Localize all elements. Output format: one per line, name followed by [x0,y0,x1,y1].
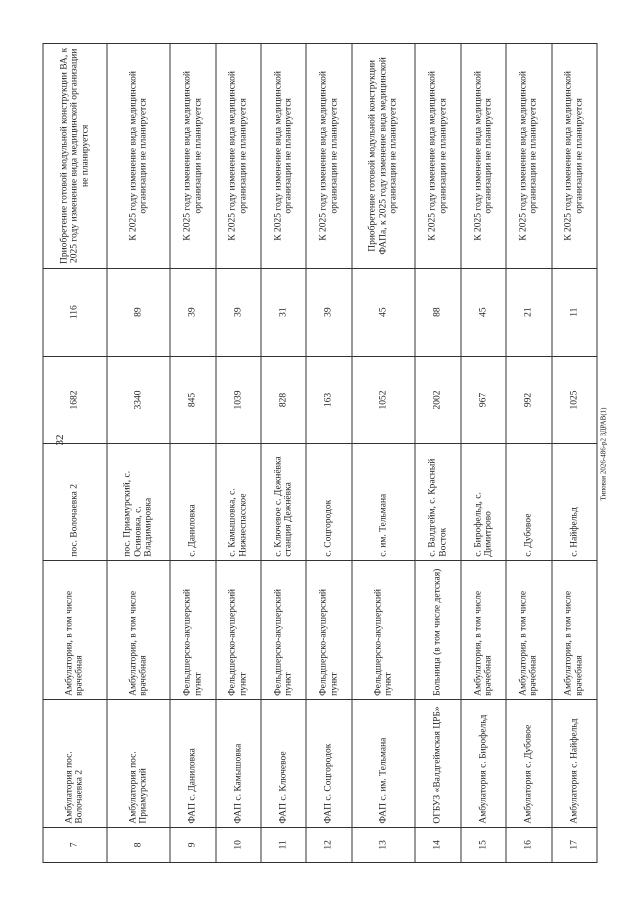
cell-num: 15 [461,827,506,862]
cell-count: 21 [506,268,551,356]
cell-loc: с. Бирофельд, с. Димитрово [461,443,506,559]
facilities-table [43,43,598,863]
cell-type: Фельдшерско-акушерский пункт [170,560,215,699]
cell-pop: 2002 [415,356,460,444]
cell-loc: с. Даниловка [170,443,215,559]
cell-num: 9 [170,827,215,862]
table-rotated-wrapper [43,43,598,863]
cell-note: Приобретение готовой модульной конструкции ФАПа, к 2025 году изменение вида медицинской организации не планируется [352,43,416,268]
cell-num: 12 [306,827,351,862]
cell-pop: 828 [261,356,306,444]
cell-count: 45 [461,268,506,356]
table-row [506,43,551,862]
cell-count: 31 [261,268,306,356]
cell-type: Амбулатория, в том числе врачебная [461,560,506,699]
footer-code: Типовая 2026-486-р2 ЗДРАВ(1) [599,407,608,501]
cell-num: 13 [352,827,416,862]
cell-count: 39 [306,268,351,356]
cell-count: 89 [107,268,171,356]
cell-pop: 845 [170,356,215,444]
cell-loc: с. им. Тельмана [352,443,416,559]
cell-count: 11 [552,268,597,356]
cell-type: Амбулатория, в том числе врачебная [43,560,107,699]
cell-pop: 992 [506,356,551,444]
table-row [352,43,416,862]
cell-type: Больница (в том числе детская) [415,560,460,699]
table-row [461,43,506,862]
cell-pop: 1052 [352,356,416,444]
cell-note: К 2025 году изменение вида медицинской организации не планируется [552,43,597,268]
table-row [415,43,460,862]
cell-type: Фельдшерско-акушерский пункт [306,560,351,699]
cell-note: К 2025 году изменение вида медицинской организации не планируется [415,43,460,268]
cell-type: Фельдшерско-акушерский пункт [261,560,306,699]
cell-note: К 2025 году изменение вида медицинской организации не планируется [461,43,506,268]
cell-loc: с. Дубовое [506,443,551,559]
cell-num: 14 [415,827,460,862]
table-row [306,43,351,862]
cell-pop: 1682 [43,356,107,444]
cell-loc: с. Найфельд [552,443,597,559]
cell-count: 39 [216,268,261,356]
cell-loc: пос. Приамурский, с. Осиновка, с. Владимировка [107,443,171,559]
cell-name: ФАП с. Ключевое [261,699,306,827]
cell-pop: 3340 [107,356,171,444]
cell-count: 45 [352,268,416,356]
cell-num: 7 [43,827,107,862]
cell-count: 116 [43,268,107,356]
cell-num: 16 [506,827,551,862]
cell-count: 39 [170,268,215,356]
cell-name: ФАП с. Камышовка [216,699,261,827]
cell-note: К 2025 году изменение вида медицинской организации не планируется [216,43,261,268]
cell-name: ФАП с. Соцгородок [306,699,351,827]
cell-name: Амбулатория с. Дубовое [506,699,551,827]
cell-note: К 2025 году изменение вида медицинской организации не планируется [107,43,171,268]
cell-name: Амбулатория с. Найфельд [552,699,597,827]
table-row [43,43,107,862]
table-row [170,43,215,862]
cell-name: Амбулатория пос. Приамурский [107,699,171,827]
cell-loc: пос. Волочаевка 2 [43,443,107,559]
cell-type: Фельдшерско-акушерский пункт [352,560,416,699]
cell-loc: с. Ключевое с. Дежнёвка станция Дежнёвка [261,443,306,559]
cell-num: 11 [261,827,306,862]
cell-note: К 2025 году изменение вида медицинской организации не планируется [170,43,215,268]
cell-type: Амбулатория, в том числе врачебная [107,560,171,699]
cell-pop: 163 [306,356,351,444]
cell-pop: 1039 [216,356,261,444]
cell-note: К 2025 году изменение вида медицинской организации не планируется [306,43,351,268]
cell-type: Амбулатория, в том числе врачебная [552,560,597,699]
cell-type: Амбулатория, в том числе врачебная [506,560,551,699]
cell-name: ОГБУЗ «Валдгеймская ЦРБ» [415,699,460,827]
cell-loc: с. Камышовка, с. Нижнеспасское [216,443,261,559]
cell-note: Приобретение готовой модульной конструкции ВА, к 2025 году изменение вида медицинской организации не планируется [43,43,107,268]
cell-name: Амбулатория пос. Волочаевка 2 [43,699,107,827]
cell-name: ФАП с. им. Тельмана [352,699,416,827]
cell-count: 88 [415,268,460,356]
cell-num: 10 [216,827,261,862]
table-row [216,43,261,862]
cell-loc: с. Валдгейм, с. Красный Восток [415,443,460,559]
table-row [107,43,171,862]
table-row [552,43,597,862]
page-number: 32 [54,434,66,446]
cell-pop: 967 [461,356,506,444]
cell-pop: 1025 [552,356,597,444]
cell-num: 8 [107,827,171,862]
cell-type: Фельдшерско-акушерский пункт [216,560,261,699]
cell-note: К 2025 году изменение вида медицинской организации не планируется [506,43,551,268]
cell-num: 17 [552,827,597,862]
cell-note: К 2025 году изменение вида медицинской организации не планируется [261,43,306,268]
cell-loc: с. Соцгородок [306,443,351,559]
cell-name: Амбулатория с. Бирофельд [461,699,506,827]
table-row [261,43,306,862]
cell-name: ФАП с. Даниловка [170,699,215,827]
